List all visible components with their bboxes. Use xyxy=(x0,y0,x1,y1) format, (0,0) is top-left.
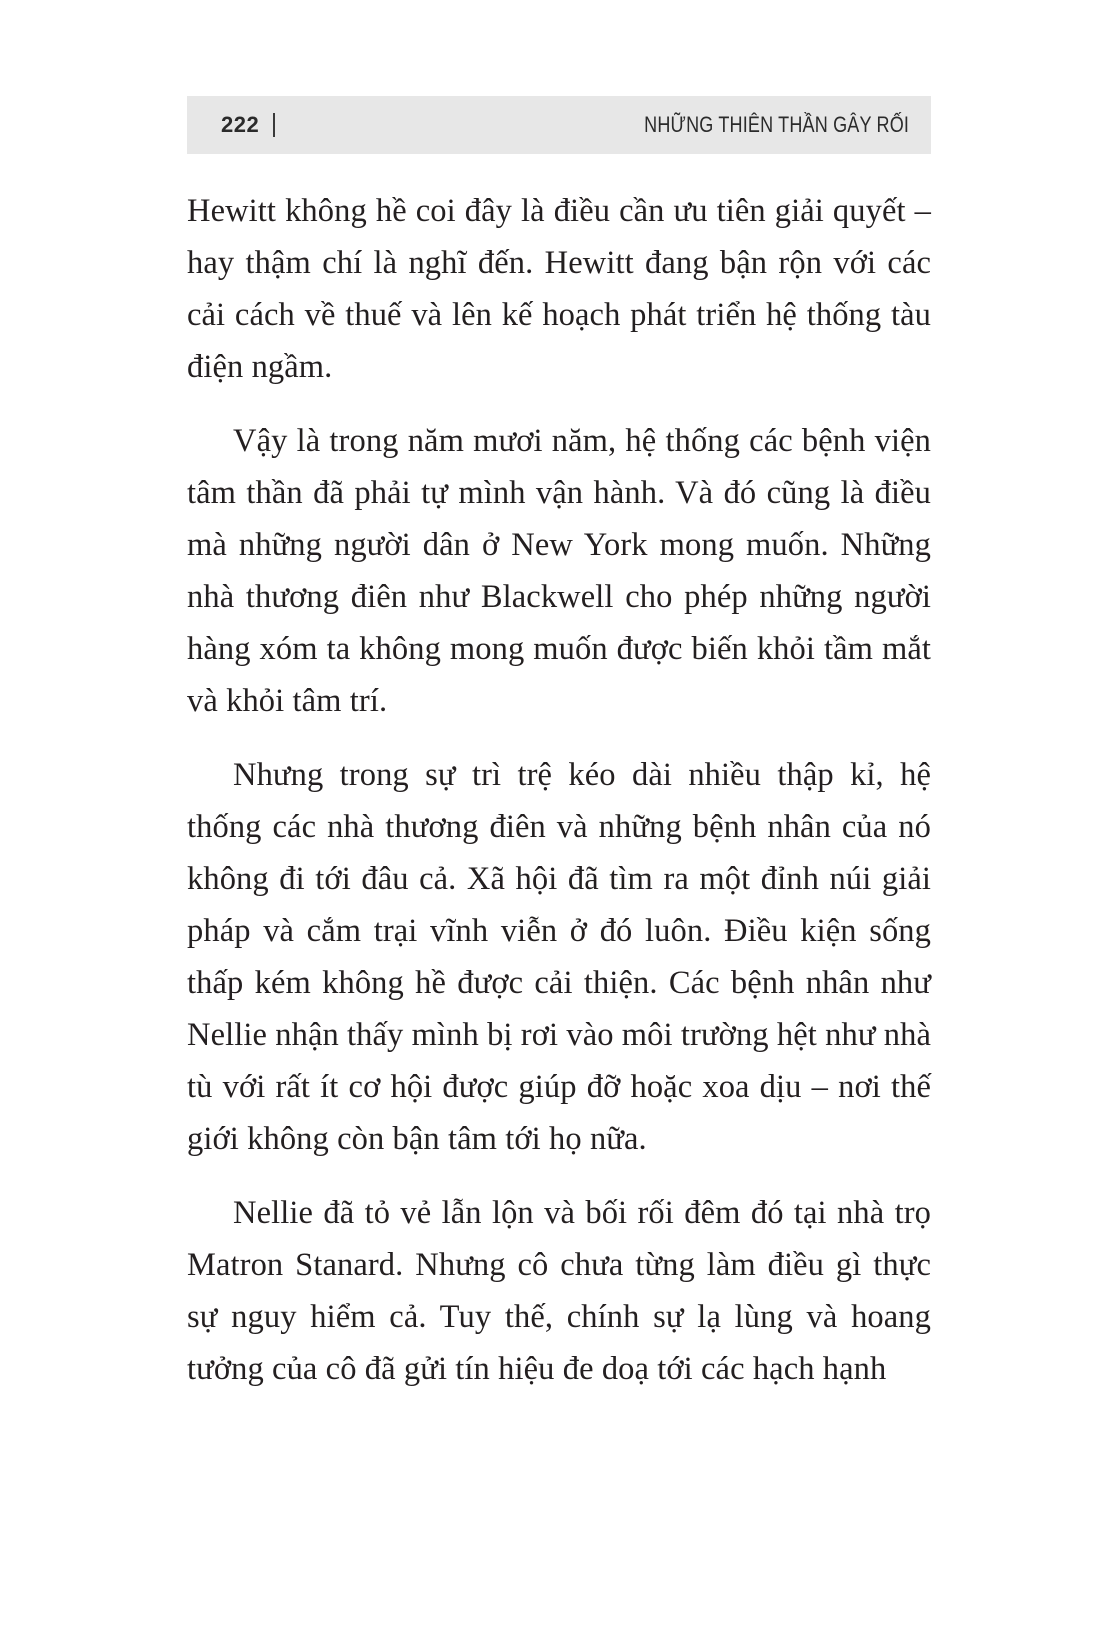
header-left xyxy=(221,112,275,138)
paragraph-3: Nhưng trong sự trì trệ kéo dài nhiều thập kỉ, hệ thống các nhà thương điên và những bệnh nhân của nó không đi tới đâu cả. Xã hội đã tìm ra một đỉnh núi giải pháp và cắm trại vĩnh viễn ở đó luôn. Điều kiện sống thấp kém không hề được cải thiện. Các bệnh nhân như Nellie nhận thấy mình bị rơi vào môi trường hệt như nhà tù với rất ít cơ hội được giúp đỡ hoặc xoa dịu – nơi thế giới không còn bận tâm tới họ nữa. xyxy=(187,757,931,1157)
paragraph-4: Nellie đã tỏ vẻ lẫn lộn và bối rối đêm đó tại nhà trọ Matron Stanard. Nhưng cô chưa từng làm điều gì thực sự nguy hiểm cả. Tuy thế, chính sự lạ lùng và hoang tưởng của cô đã gửi tín hiệu đe doạ tới các hạch hạnh xyxy=(187,1195,931,1387)
page-number: 222 xyxy=(221,112,260,137)
paragraph-2: Vậy là trong năm mươi năm, hệ thống các bệnh viện tâm thần đã phải tự mình vận hành. Và đó cũng là điều mà những người dân ở New York mong muốn. Những nhà thương điên như Blackwell cho phép những người hàng xóm ta không mong muốn được biến khỏi tầm mắt và khỏi tâm trí. xyxy=(187,423,931,719)
paragraph-1: Hewitt không hề coi đây là điều cần ưu tiên giải quyết – hay thậm chí là nghĩ đến. Hewitt đang bận rộn với các cải cách về thuế và lên kế hoạch phát triển hệ thống tàu điện ngầm. xyxy=(187,193,931,385)
book-title: NHỮNG THIÊN THẦN GÂY RỐI xyxy=(644,112,909,137)
header-divider xyxy=(273,113,275,137)
running-header xyxy=(187,96,931,154)
body-text xyxy=(187,185,931,1417)
